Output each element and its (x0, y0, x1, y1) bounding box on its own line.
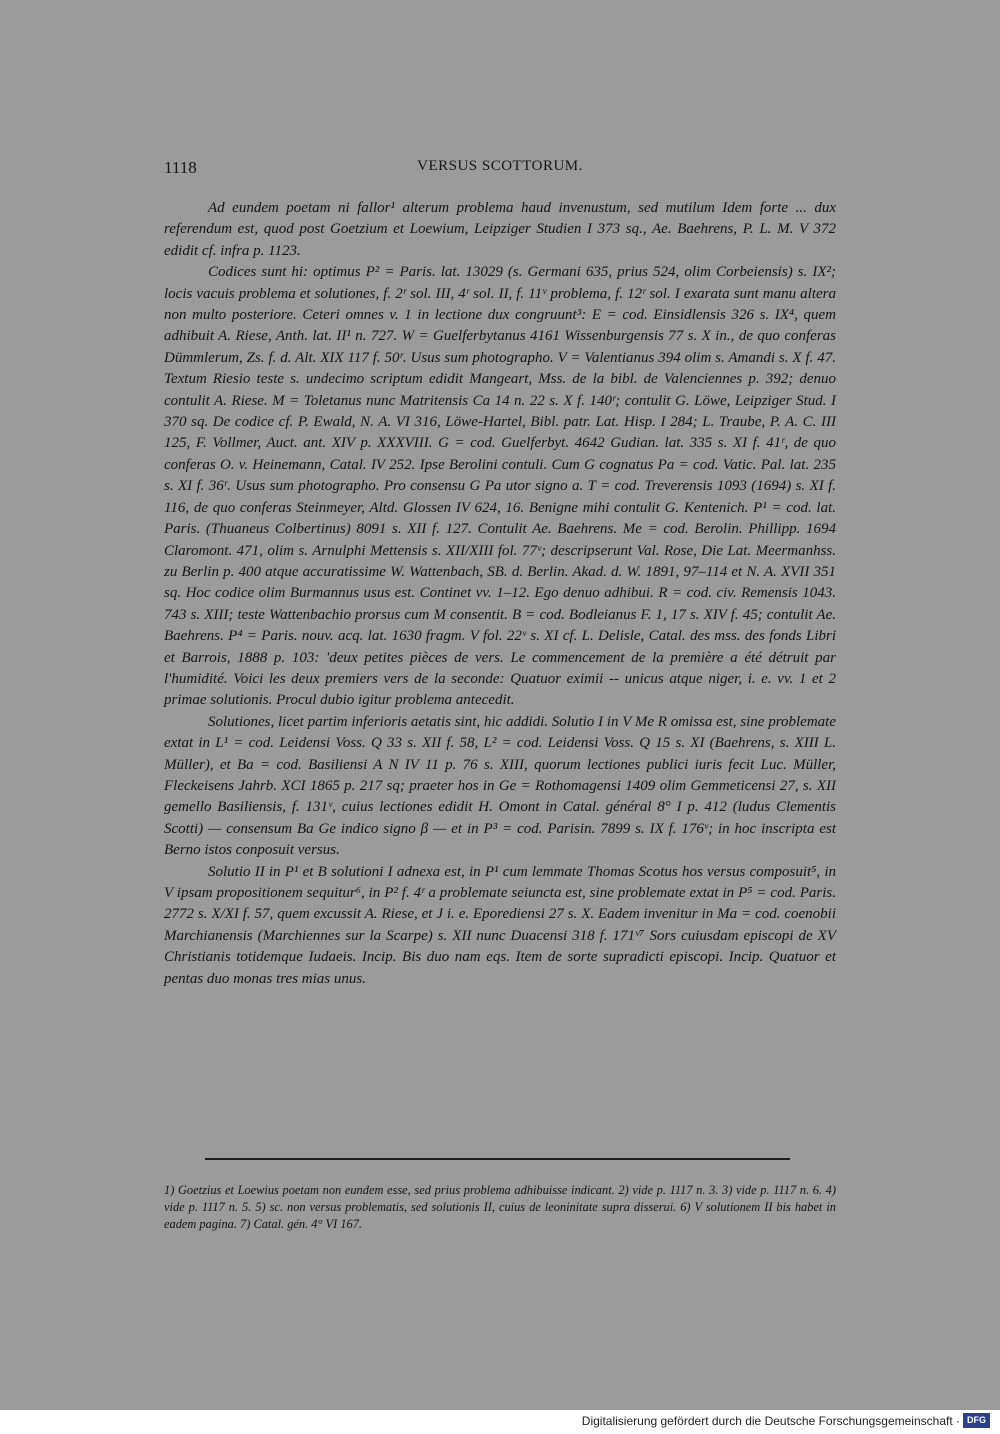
main-text (164, 198, 836, 990)
paragraph-solutiones: Solutiones, licet partim inferioris aetatis sint, hic addidi. Solutio I in V Me R omissa est, sine problemate extat in L¹ = cod. Leidensi Voss. Q 33 s. XII f. 58, L² = cod. Leidensi Voss. Q 15 s. XI (Baehrens, s. XIII L. Müller), et Ba = cod. Basiliensi A N IV 11 p. 76 s. XIII, quorum lectiones publici iuris fecit Luc. Müller, Fleckeisens Jahrb. XCI 1865 p. 217 sq; praeter hos in Ge = Rothomagensi 1409 olim Gemmeticensi 27, s. XII gemello Basiliensis, f. 131ᵛ, cuius lectiones edidit H. Omont in Catal. général 8° I p. 412 (ludus Clementis Scotti) — consensum Ba Ge indico signo β — et in P³ = cod. Parisin. 7899 s. IX f. 176ᵛ; in hoc inscripta est Berno istos conposuit versus. (164, 713, 836, 859)
footnote-block: 1) Goetzius et Loewius poetam non eundem esse, sed prius problema adhibuisse indicant. 2) vide p. 1117 n. 3. 3) vide p. 1117 n. 6. 4) vide p. 1117 n. 5. 5) sc. non versus problematis, sed solutionis II, cuius de leoninitate supra disserui. 6) V solutionem II bis habet in eadem pagina. 7) Catal. gén. 4° VI 167. (164, 1183, 836, 1232)
funding-credit: Digitalisierung gefördert durch die Deutsche Forschungsgemeinschaft · (581, 1414, 960, 1428)
footnotes (164, 1182, 836, 1234)
running-title: VERSUS SCOTTORUM. (417, 158, 583, 174)
dfg-logo: DFG (963, 1413, 990, 1428)
footer-bar (0, 1410, 1000, 1434)
page-number: 1118 (164, 158, 197, 177)
paragraph-intro: Ad eundem poetam ni fallor¹ alterum problema haud invenustum, sed mutilum Idem forte ... dux referendum est, quod post Goetzium et Loewium, Leipziger Studien I 373 sq., Ae. Baehrens, P. L. M. V 372 edidit cf. infra p. 1123. (164, 200, 836, 259)
paragraph-solutio-ii: Solutio II in P¹ et B solutioni I adnexa est, in P¹ cum lemmate Thomas Scotus hos versus composuit⁵, in V ipsam propositionem sequitur⁶, in P² f. 4ʳ a problemate seiuncta est, sine problemate extat in P⁵ = cod. Paris. 2772 s. X/XI f. 57, quem excussit A. Riese, et J i. e. Eporediensi 27 s. X. Eadem invenitur in Ma = cod. coenobii Marchianensis (Marchiennes sur la Scarpe) s. XII nunc Duacensi 318 f. 171ᵛ⁷ Sors cuiusdam episcopi de XV Christianis totidemque Iudaeis. Incip. Bis duo nam eqs. Item de sorte supradicti episcopi. Incip. Quatuor et pentas duo monas tres mias unus. (164, 863, 836, 987)
page-header (164, 158, 836, 182)
paragraph-codices: Codices sunt hi: optimus P² = Paris. lat. 13029 (s. Germani 635, prius 524, olim Corbeiensis) s. IX²; locis vacuis problema et solutiones, f. 2ʳ sol. III, 4ʳ sol. II, f. 11ᵛ problema, f. 12ʳ sol. I exarata sunt manu altera non multo posteriore. Ceteri omnes v. 1 in lectione dux congruunt³: E = cod. Einsidlensis 326 s. IX⁴, quem adhibuit A. Riese, Anth. lat. II¹ n. 727. W = Guelferbytanus 4161 Wissenburgensis 77 s. X in., de quo conferas Dümmlerum, Zs. f. d. Alt. XIX 117 f. 50ʳ. Usus sum photographo. V = Valentianus 394 olim s. Amandi s. X f. 47. Textum Riesio teste s. undecimo scriptum edidit Mangeart, Mss. de la bibl. de Valenciennes p. 392; denuo contulit A. Riese. M = Toletanus nunc Matritensis Ca 14 n. 22 s. X f. 140ʳ; contulit G. Löwe, Leipziger Stud. I 370 sq. De codice cf. P. Ewald, N. A. VI 316, Löwe-Hartel, Bibl. patr. Lat. Hisp. I 284; L. Traube, P. A. C. III 125, F. Vollmer, Auct. ant. XIV p. XXXVIII. G = cod. Guelferbyt. 4642 Gudian. lat. 335 s. XI f. 41ʳ, de quo conferas O. v. Heinemann, Catal. IV 252. Ipse Berolini contuli. Cum G cognatus Pa = cod. Vatic. Pal. lat. 235 s. XI f. 36ʳ. Usus sum photographo. Pro consensu G Pa utor signo a. T = cod. Treverensis 1093 (1694) s. XI f. 116, de quo conferas Steinmeyer, Altd. Glossen IV 624, 16. Benigne mihi contulit G. Kentenich. P¹ = cod. lat. Paris. (Thuaneus Colbertinus) 8091 s. XII f. 127. Contulit Ae. Baehrens. Me = cod. Berolin. Phillipp. 1694 Claromont. 471, olim s. Arnulphi Mettensis s. XII/XIII fol. 77ᵛ; descripserunt Val. Rose, Die Lat. Meermanhss. zu Berlin p. 400 atque accuratissime W. Wattenbach, SB. d. Berlin. Akad. d. W. 1891, 97–114 et N. A. XVII 351 sq. Hoc codice olim Burmannus usus est. Continet vv. 1–12. Ego denuo adhibui. R = cod. civ. Remensis 1043. 743 s. XIII; teste Wattenbachio prorsus cum M consentit. B = cod. Bodleianus F. 1, 17 s. XIV f. 45; contulit Ae. Baehrens. P⁴ = Paris. nouv. acq. lat. 1630 fragm. V fol. 22ᵛ s. XI cf. L. Delisle, Catal. des mss. des fonds Libri et Barrois, 1888 p. 103: 'deux petites pièces de vers. Le commencement de la première a été détruit par l'humidité. Voici les deux premiers vers de la seconde: Quatuor eximii -- unicus atque niger, i. e. vv. 1 et 2 primae solutionis. Procul dubio igitur problema antecedit. (164, 264, 836, 709)
footnote-divider (205, 1158, 790, 1160)
